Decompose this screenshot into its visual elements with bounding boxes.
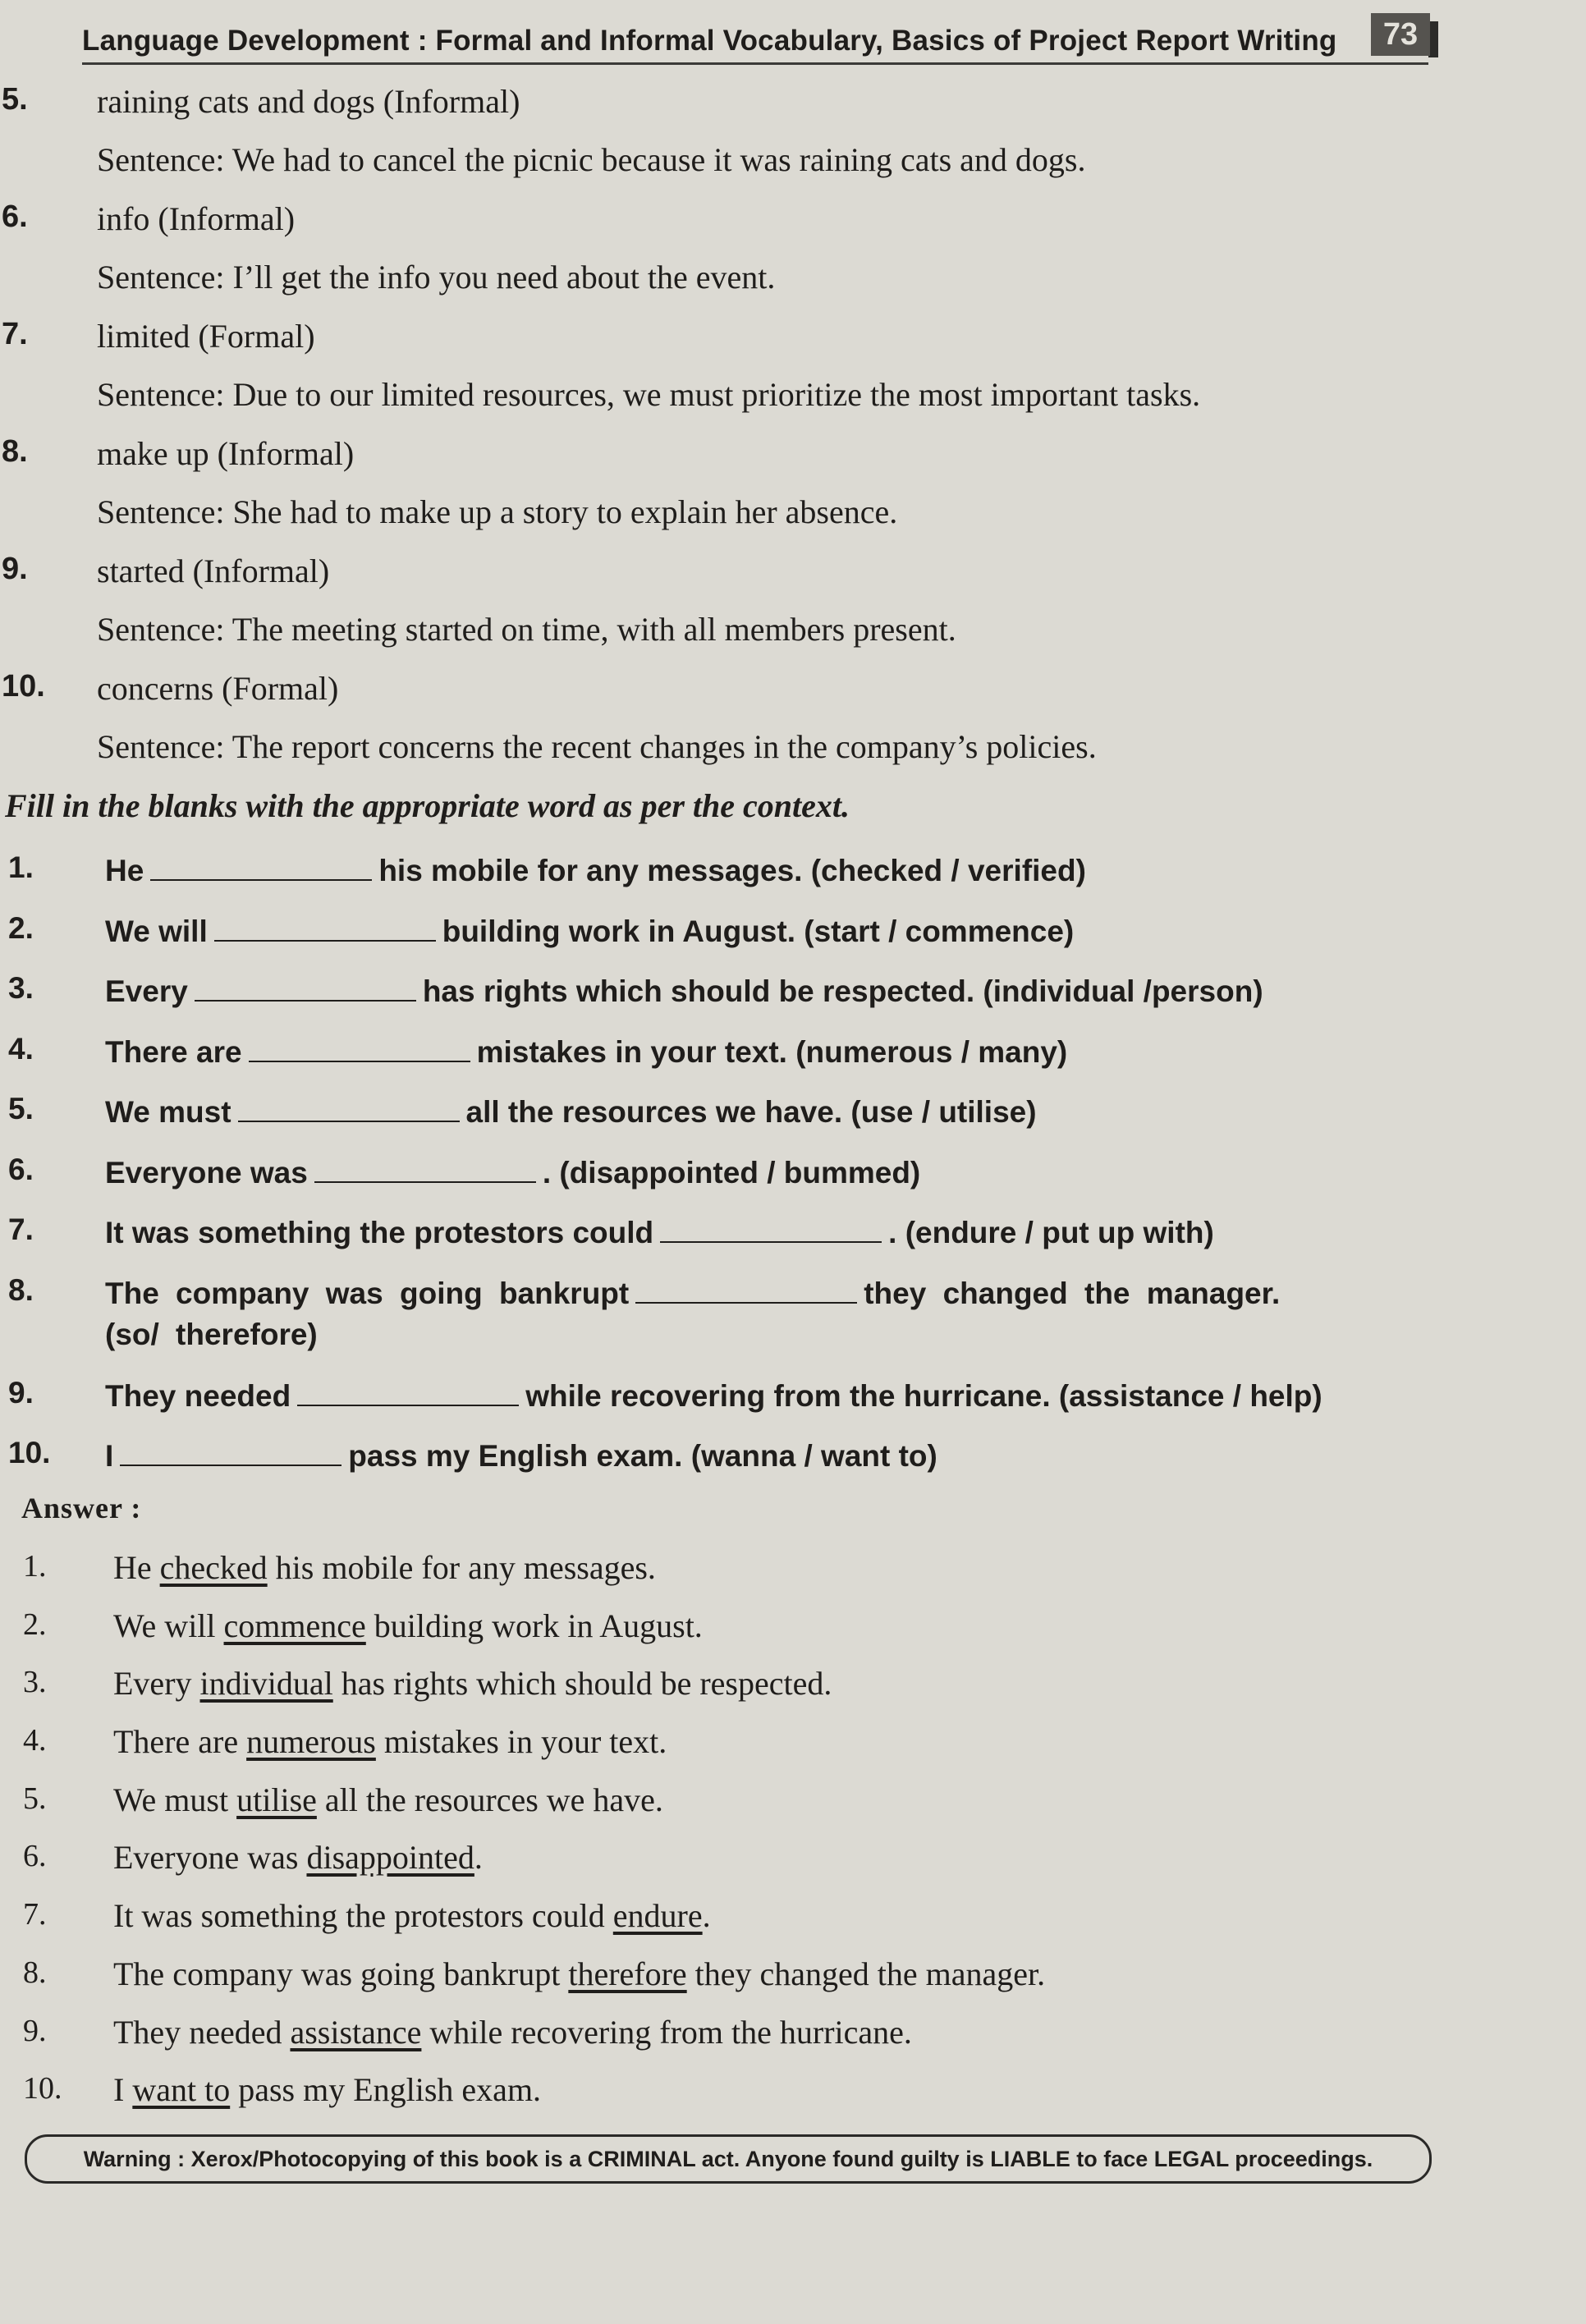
answer-blank [635, 1277, 857, 1304]
fill-before: It was something the protestors could [105, 1216, 654, 1249]
vocab-word: info (Informal) [97, 200, 296, 237]
fill-text [105, 1436, 1428, 1477]
answer-word: checked [159, 1549, 268, 1586]
answer-word: individual [199, 1665, 333, 1703]
fill-text [105, 850, 1428, 892]
answer-sentence [113, 1896, 711, 1935]
answer-sentence [113, 1722, 667, 1761]
fill-text [105, 1212, 1428, 1254]
vocab-word: make up (Informal) [97, 435, 355, 472]
vocab-sentence: Sentence: We had to cancel the picnic because it was raining cats and dogs. [97, 141, 1086, 178]
answer-sentence [113, 1781, 663, 1819]
exercise-instruction: Fill in the blanks with the appropriate word as per the context. [5, 787, 850, 824]
answer-after: has rights which should be respected. [332, 1665, 832, 1703]
fill-item [0, 1267, 1478, 1369]
fill-before: I [105, 1439, 114, 1473]
fill-text [105, 1032, 1428, 1073]
vocab-number: 5. [2, 82, 28, 117]
answer-number: 3. [23, 1665, 47, 1700]
answer-before: They needed [113, 2013, 291, 2051]
answer-blank [297, 1380, 519, 1406]
answer-word: therefore [568, 1955, 687, 1992]
fill-number: 9. [8, 1375, 34, 1410]
answer-blank [249, 1036, 470, 1062]
answer-blank [120, 1440, 341, 1466]
fill-before: We will [105, 914, 208, 948]
fill-after: mistakes in your text. (numerous / many) [476, 1034, 1068, 1069]
fill-item [0, 1025, 1478, 1086]
answer-number: 10. [23, 2071, 62, 2106]
fill-after: all the resources we have. (use / utilise) [465, 1095, 1037, 1129]
answer-item [0, 1833, 1478, 1891]
answer-after: they changed the manager. [686, 1955, 1046, 1992]
answer-before: He [113, 1549, 160, 1586]
fill-after: pass my English exam. (wanna / want to) [348, 1439, 937, 1473]
answer-sentence [113, 1607, 703, 1645]
fill-item [0, 1146, 1478, 1207]
vocab-word: concerns (Formal) [97, 670, 339, 707]
fill-before: They needed [105, 1378, 291, 1413]
fill-item [0, 1085, 1478, 1146]
answer-item [0, 1717, 1478, 1776]
vocab-sentence: Sentence: The meeting started on time, with all members present. [97, 611, 956, 648]
answer-number: 5. [23, 1781, 47, 1816]
fill-item [0, 905, 1478, 965]
answer-after: . [474, 1839, 483, 1877]
answer-blank [238, 1096, 460, 1122]
fill-number: 7. [8, 1212, 34, 1246]
answer-number: 6. [23, 1839, 47, 1874]
fill-before: Every [105, 974, 188, 1008]
answer-after: all the resources we have. [316, 1781, 663, 1818]
answer-before: There are [113, 1723, 247, 1761]
answer-number: 7. [23, 1897, 47, 1932]
answer-after: building work in August. [365, 1607, 703, 1644]
fill-before: The company was going bankrupt [105, 1276, 630, 1310]
answer-sentence [113, 2070, 541, 2109]
answer-number: 2. [23, 1607, 47, 1642]
answer-blank [660, 1217, 882, 1243]
answer-item [0, 1776, 1478, 1834]
vocab-number: 8. [2, 434, 28, 469]
vocab-word: started (Informal) [97, 552, 330, 589]
vocab-sentence: Sentence: I’ll get the info you need about the event. [97, 259, 776, 296]
vocab-word: limited (Formal) [97, 318, 315, 355]
answer-item [0, 1543, 1478, 1602]
answer-heading: Answer : [21, 1492, 142, 1524]
fill-item [0, 1206, 1478, 1267]
fill-after: . (endure / put up with) [888, 1216, 1214, 1249]
answer-sentence [113, 1548, 656, 1587]
vocab-number: 9. [2, 552, 28, 586]
copyright-warning: Warning : Xerox/Photocopying of this book is a CRIMINAL act. Anyone found guilty is LIABLE to face LEGAL proceedings. [25, 2134, 1432, 2184]
vocab-item [0, 545, 1478, 662]
fill-number: 3. [8, 971, 34, 1005]
fill-in-blanks-list [0, 844, 1478, 1490]
answer-item [0, 1950, 1478, 2008]
fill-text [105, 1273, 1322, 1355]
answer-blank [314, 1157, 536, 1183]
answer-word: utilise [236, 1781, 317, 1818]
answer-sentence [113, 1838, 483, 1877]
answer-list [0, 1543, 1478, 2124]
vocab-number: 7. [2, 317, 28, 351]
answer-before: The company was going bankrupt [113, 1955, 569, 1992]
answer-sentence [113, 1664, 832, 1703]
answer-word: endure [612, 1897, 703, 1935]
answer-word: numerous [246, 1723, 376, 1761]
answer-after: while recovering from the hurricane. [421, 2013, 912, 2051]
fill-before: Everyone was [105, 1155, 308, 1190]
fill-after: has rights which should be respected. (individual /person) [422, 974, 1263, 1008]
answer-word: want to [132, 2071, 231, 2109]
answer-word: assistance [290, 2013, 422, 2051]
answer-blank [150, 855, 372, 881]
vocab-word: raining cats and dogs (Informal) [97, 83, 520, 120]
fill-text [105, 1153, 1428, 1194]
page-header [82, 15, 1428, 65]
vocab-list [0, 76, 1478, 780]
fill-after: . (disappointed / bummed) [542, 1155, 921, 1190]
answer-item [0, 1659, 1478, 1717]
fill-item [0, 844, 1478, 905]
answer-word: disappointed [306, 1839, 474, 1877]
answer-after: . [702, 1897, 711, 1935]
vocab-sentence: Sentence: Due to our limited resources, we must prioritize the most important tasks. [97, 376, 1201, 413]
fill-before: He [105, 854, 144, 887]
fill-number: 5. [8, 1092, 34, 1125]
vocab-item [0, 76, 1478, 193]
vocab-item [0, 428, 1478, 545]
answer-number: 9. [23, 2013, 47, 2048]
fill-text [105, 911, 1428, 952]
fill-text [105, 1376, 1428, 1417]
vocab-number: 6. [2, 199, 28, 234]
fill-after: they changed the manager. (so/ therefore) [105, 1276, 1281, 1351]
answer-before: I [113, 2071, 133, 2109]
answer-after: his mobile for any messages. [267, 1549, 656, 1586]
answer-before: It was something the protestors could [113, 1897, 613, 1935]
fill-number: 4. [8, 1031, 34, 1066]
answer-after: mistakes in your text. [375, 1723, 667, 1761]
fill-after: his mobile for any messages. (checked / verified) [378, 854, 1086, 887]
answer-number: 1. [23, 1549, 47, 1584]
fill-before: We must [105, 1095, 231, 1129]
answer-sentence [113, 2013, 912, 2051]
vocab-item [0, 662, 1478, 780]
fill-item [0, 1429, 1478, 1490]
fill-number: 10. [8, 1436, 51, 1469]
answer-before: We must [113, 1781, 237, 1818]
answer-blank [195, 975, 416, 1002]
fill-after: building work in August. (start / commence) [442, 914, 1075, 948]
answer-blank [214, 915, 436, 942]
answer-item [0, 1602, 1478, 1660]
vocab-number: 10. [2, 669, 45, 704]
answer-before: Everyone was [113, 1839, 307, 1877]
vocab-sentence: Sentence: The report concerns the recent changes in the company’s policies. [97, 728, 1097, 765]
fill-number: 2. [8, 910, 34, 945]
fill-text [105, 1092, 1428, 1133]
answer-word: commence [223, 1607, 366, 1644]
fill-item [0, 1369, 1478, 1430]
fill-number: 8. [8, 1272, 34, 1307]
vocab-item [0, 310, 1478, 428]
answer-before: Every [113, 1665, 200, 1703]
answer-number: 8. [23, 1955, 47, 1990]
page-number: 73 [1371, 13, 1430, 56]
fill-number: 1. [8, 850, 34, 884]
vocab-item [0, 193, 1478, 310]
answer-sentence [113, 1955, 1045, 1993]
fill-item [0, 965, 1478, 1025]
fill-text [105, 971, 1428, 1012]
answer-number: 4. [23, 1723, 47, 1758]
fill-before: There are [105, 1034, 242, 1069]
answer-before: We will [113, 1607, 224, 1644]
answer-after: pass my English exam. [230, 2071, 542, 2109]
header-title: Language Development : Formal and Informal Vocabulary, Basics of Project Report Writing [82, 25, 1337, 57]
fill-after: while recovering from the hurricane. (assistance / help) [525, 1378, 1322, 1413]
vocab-sentence: Sentence: She had to make up a story to explain her absence. [97, 493, 898, 530]
answer-item [0, 2065, 1478, 2124]
fill-number: 6. [8, 1152, 34, 1186]
answer-item [0, 1891, 1478, 1950]
answer-item [0, 2008, 1478, 2066]
